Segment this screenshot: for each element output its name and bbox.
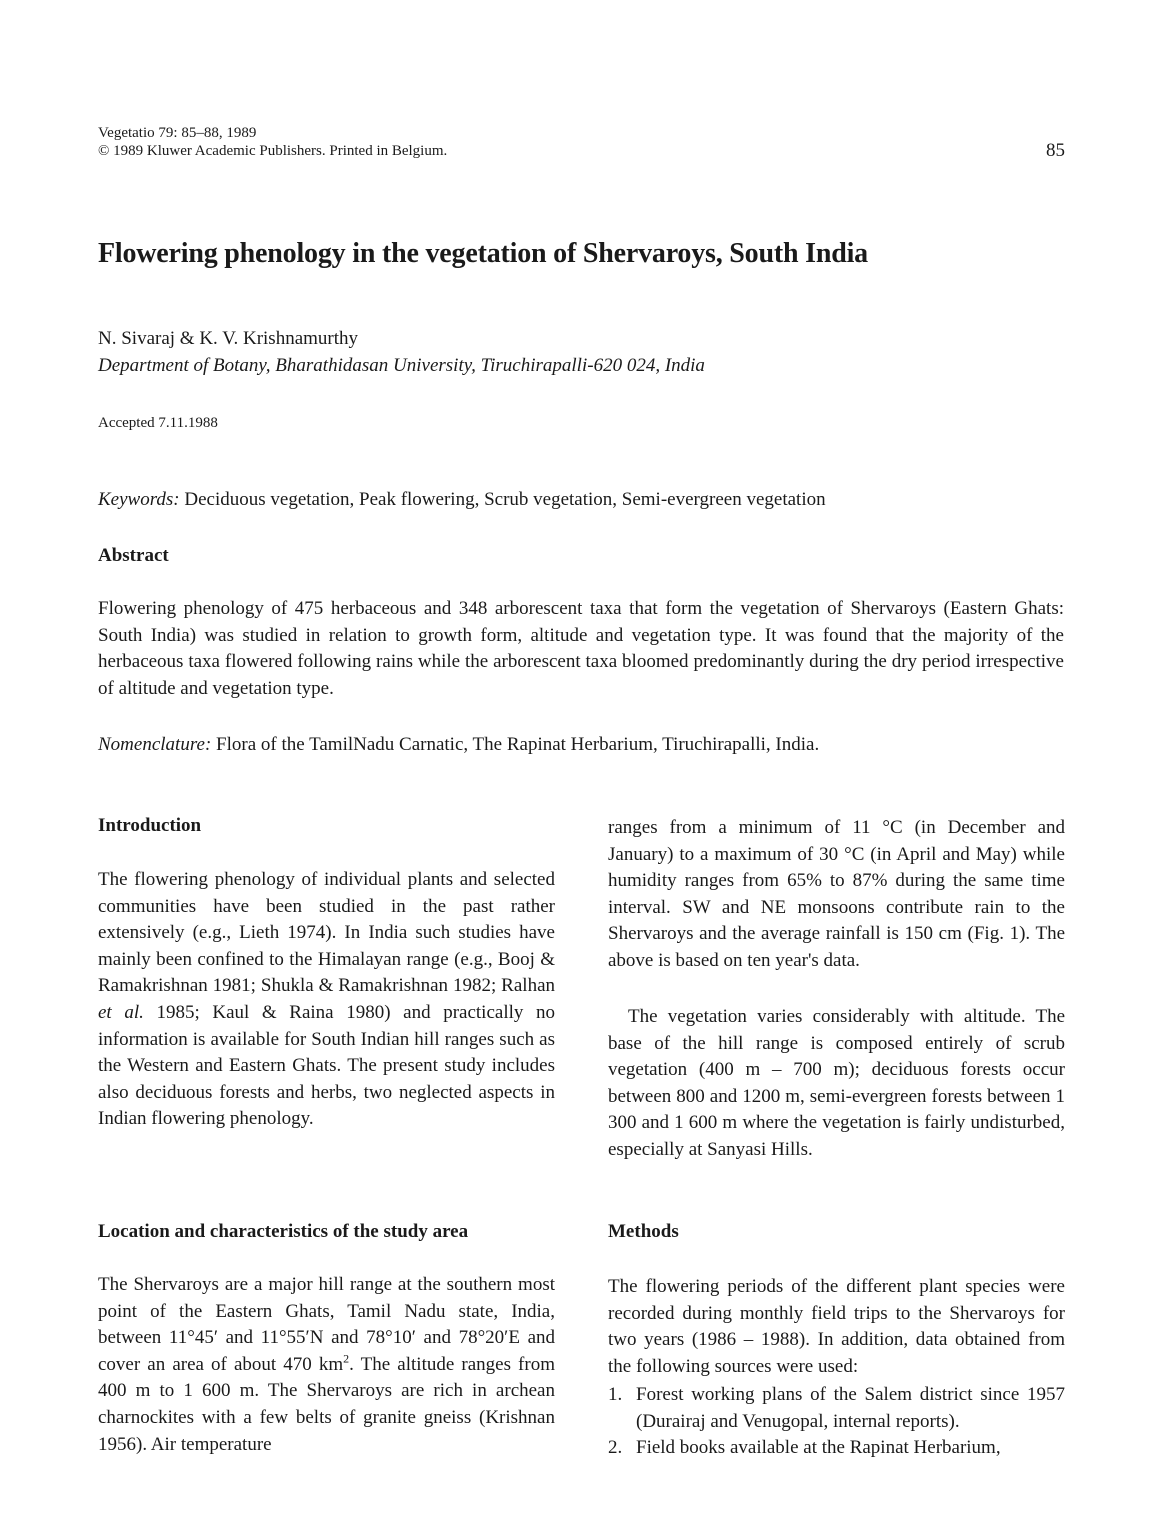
et-al: et al. [98,1001,144,1023]
keywords-label: Keywords: [98,489,180,510]
list-item: 1. Forest working plans of the Salem district since 1957 (Durairaj and Venugopal, internal reports). [608,1384,1065,1432]
list-item: 2. Field books available at the Rapinat Herbarium, [608,1437,1001,1459]
location-text: The Shervaroys are a major hill range at the southern most point of the Eastern Ghats, Tamil Nadu state, India, between 11°45′ and 11°55′N and 78°10′ and 78°20′E and cover an area of about 470 $km^2$. The altitude ranges from 400 m to 1 600 m. The Shervaroys are rich in archean charnockites with a few belts of granite gneiss (Krishnan 1956). Air temperature [98,1274,555,1455]
climate-continuation-text: ranges from a minimum of 11 °C (in December and January) to a maximum of 30 °C (in April and May) while humidity ranges from 65% to 87% during the same time interval. SW and NE monsoons contribute rain to the Shervaroys and the average rainfall is 150 cm (Fig. 1). The above is based on ten year's data. [608,817,1065,971]
copyright-notice: © 1989 Kluwer Academic Publishers. Printed in Belgium. [98,143,448,159]
superscript-2: 2 [343,1351,350,1366]
introduction-text: The flowering phenology of individual plants and selected communities have been studied in the past rather extensively (e.g., Lieth 1974). In India such studies have mainly been confined to the Himalayan range (e.g., Booj & Ramakrishnan 1981; Shukla & Ramakrishnan 1982; Ralhan et al. 1985; Kaul & Raina 1980) and practically no information is available for South Indian hill ranges such as the Western and Eastern Ghats. The present study includes also deciduous forests and herbs, two neglected aspects in Indian flowering phenology. [98,869,555,1130]
author-affiliation: Department of Botany, Bharathidasan University, Tiruchirapalli-620 024, India [98,355,705,376]
article-title: Flowering phenology in the vegetation of Shervaroys, South India [98,238,868,269]
vegetation-text: The vegetation varies considerably with altitude. The base of the hill range is composed entirely of scrub vegetation (400 m – 700 m); deciduous forests occur between 800 and 1200 m, semi-evergreen forests between 1 300 and 1 600 m where the vegetation is fairly undisturbed, especially at Sanyasi Hills. [608,1006,1065,1160]
accepted-date: Accepted 7.11.1988 [98,415,218,431]
location-heading: Location and characteristics of the study area [98,1221,469,1242]
introduction-heading: Introduction [98,815,202,836]
keywords [98,489,826,511]
journal-citation: Vegetatio 79: 85–88, 1989 [98,125,257,141]
nomenclature-text: Flora of the TamilNadu Carnatic, The Rapinat Herbarium, Tiruchirapalli, India. [211,734,820,755]
article-authors: N. Sivaraj & K. V. Krishnamurthy [98,328,359,349]
keywords-text: Deciduous vegetation, Peak flowering, Scrub vegetation, Semi-evergreen vegetation [179,489,826,510]
nomenclature-label: Nomenclature: [98,734,212,755]
methods-list [608,1382,1065,1462]
abstract-heading: Abstract [98,545,169,566]
nomenclature [98,734,819,756]
abstract-text: Flowering phenology of 475 herbaceous and 348 arborescent taxa that form the vegetation of Shervaroys (Eastern Ghats: South India) was studied in relation to growth form, altitude and vegetation type. It was found that the majority of the herbaceous taxa flowered following rains while the arborescent taxa bloomed predominantly during the dry period irrespective of altitude and vegetation type. [98,598,1064,699]
methods-heading: Methods [608,1221,679,1242]
methods-text: The flowering periods of the different plant species were recorded during monthly field trips to the Shervaroys for two years (1986 – 1988). In addition, data obtained from the following sources were used: [608,1276,1065,1377]
page-number: 85 [1046,140,1065,161]
